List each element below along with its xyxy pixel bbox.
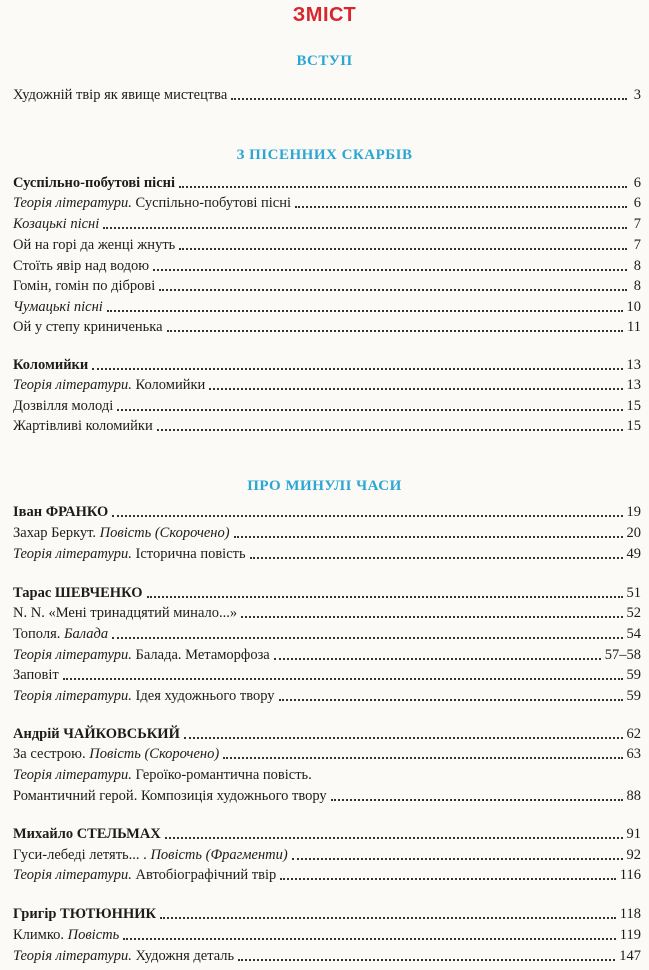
entry-title [13,866,276,884]
work-title: Тополя. [13,626,64,642]
entry-title: Заповіт [13,667,59,683]
entry-title: Козацькі пісні [13,216,100,232]
theory-label: Теорія літератури. [13,377,132,393]
section-title-songs: З ПІСЕННИХ СКАРБІВ [236,147,413,163]
entry-title [13,947,234,965]
toc-entry [13,823,641,843]
toc-entry [13,84,641,104]
page-number: 118 [619,906,641,922]
toc-entry [13,743,641,763]
toc-entry [13,623,641,643]
entry-title: Стоїть явір над водою [13,258,150,274]
entry-title [13,745,219,763]
toc-entry [13,582,641,602]
dot-leader [160,917,616,919]
entry-title: Григір ТЮТЮННИК [13,906,157,922]
page-number: 52 [626,605,641,621]
page-number: 13 [626,377,641,393]
dot-leader [147,596,623,598]
dot-leader [250,557,623,559]
entry-subtitle: Балада. Метаморфоза [131,647,270,663]
entry-title [13,646,270,664]
toc-entry [13,255,641,275]
page-number: 51 [626,585,641,601]
dot-leader [179,186,627,188]
dot-leader [231,98,627,100]
toc-entry [13,415,641,435]
toc-entry [13,685,641,705]
page-number: 147 [619,948,641,964]
page-number: 8 [633,278,641,294]
dot-leader [234,536,623,538]
page-number: 8 [633,258,641,274]
toc-entry [13,172,641,192]
entry-subtitle: Автобіографічний твір [131,867,277,883]
entry-title [13,766,312,784]
theory-label: Теорія літератури. [13,647,132,663]
toc-entry [13,522,641,542]
dot-leader [331,799,623,801]
page-number: 15 [626,398,641,414]
page-number: 119 [619,927,641,943]
dot-leader [92,368,622,370]
toc-entry [13,864,641,884]
toc-entry [13,602,641,622]
work-title: Климко. [13,927,68,943]
toc-entry [13,234,641,254]
entry-title [13,376,205,394]
genre-label: Повість (Скорочено) [89,746,220,762]
page-number: 7 [633,216,641,232]
entry-title [13,926,119,944]
toc-entry [13,275,641,295]
toc-entry [13,903,641,923]
toc-entry [13,501,641,521]
toc-entry [13,213,641,233]
entry-title: Суспільно-побутові пісні [13,175,176,191]
page-number: 59 [626,688,641,704]
theory-label: Теорія літератури. [13,867,132,883]
page-number: 7 [633,237,641,253]
entry-title: Ой на горі да женці жнуть [13,237,176,253]
dot-leader [295,206,627,208]
page-number: 20 [626,525,641,541]
genre-label: Повість (Скорочено) [99,525,230,541]
genre-label: Повість [67,927,120,943]
entry-title: Іван ФРАНКО [13,504,109,520]
entry-title: Тарас ШЕВЧЕНКО [13,585,143,601]
page-number: 116 [619,867,641,883]
dot-leader [123,938,616,940]
theory-label: Теорія літератури. [13,546,132,562]
toc-entry [13,192,641,212]
theory-label: Теорія літератури. [13,195,132,211]
toc-entry [13,945,641,965]
genre-label: Балада [64,626,109,642]
dot-leader [112,515,622,517]
toc-entry [13,374,641,394]
dot-leader [209,388,622,390]
entry-title: Коломийки [13,357,89,373]
entry-subtitle: Художня деталь [131,948,235,964]
work-title: Гуси-лебеді летять... . [13,847,151,863]
entry-title [13,524,230,542]
toc-entry [13,844,641,864]
dot-leader [238,959,615,961]
entry-subtitle: Історична повість [131,546,246,562]
entry-subtitle: Героїко-романтична повість. [131,767,312,783]
page-number: 13 [626,357,641,373]
page-number: 59 [626,667,641,683]
work-title: За сестрою. [13,746,90,762]
dot-leader [103,227,627,229]
toc-entry [13,395,641,415]
page-number: 10 [626,299,641,315]
dot-leader [157,429,623,431]
dot-leader [63,678,623,680]
dot-leader [241,616,622,618]
page-number: 11 [627,319,641,335]
entry-title [13,194,291,212]
toc-entry [13,924,641,944]
entry-title: Чумацькі пісні [13,299,103,315]
page-number: 62 [626,726,641,742]
entry-title: Михайло СТЕЛЬМАХ [13,826,161,842]
page-number: 6 [633,175,641,191]
toc-entry [13,296,641,316]
dot-leader [179,248,627,250]
page-number: 91 [626,826,641,842]
toc-entry [13,785,641,805]
dot-leader [279,699,623,701]
dot-leader [159,289,627,291]
theory-label: Теорія літератури. [13,688,132,704]
entry-title: N. N. «Мені тринадцятий минало...» [13,605,238,621]
entry-title [13,545,246,563]
page-number: 57–58 [604,647,641,663]
genre-label: Повість (Фрагменти) [150,847,288,863]
dot-leader [280,878,616,880]
entry-subtitle: Ідея художнього твору [131,688,275,704]
page-number: 19 [626,504,641,520]
page-number: 3 [633,87,641,103]
entry-title: Художній твір як явище мистецтва [13,87,228,103]
toc-entry [13,644,641,664]
dot-leader [167,330,624,332]
entry-subtitle: Коломийки [131,377,206,393]
dot-leader [165,837,623,839]
entry-title [13,625,108,643]
theory-label: Теорія літератури. [13,948,132,964]
section-title-intro: ВСТУП [296,53,353,69]
dot-leader [112,637,622,639]
dot-leader [292,858,623,860]
entry-title: Гомін, гомін по діброві [13,278,156,294]
entry-title: Ой у степу криниченька [13,319,163,335]
entry-title [13,846,288,864]
entry-title: Жартівливі коломийки [13,418,153,434]
page-number: 88 [626,788,641,804]
page-number: 63 [626,746,641,762]
page-number: 92 [626,847,641,863]
dot-leader [184,737,623,739]
toc-entry [13,664,641,684]
toc-entry [13,723,641,743]
entry-title: Дозвілля молоді [13,398,114,414]
dot-leader [223,757,622,759]
page-number: 49 [626,546,641,562]
dot-leader [107,310,623,312]
toc-entry [13,316,641,336]
toc-entry [13,354,641,374]
section-title-past: ПРО МИНУЛІ ЧАСИ [247,478,402,494]
dot-leader [153,269,627,271]
dot-leader [117,409,622,411]
dot-leader [274,658,601,660]
page-title: ЗМІСТ [292,4,357,26]
toc-entry [13,543,641,563]
entry-title: Андрій ЧАЙКОВСЬКИЙ [13,726,180,742]
page-number: 6 [633,195,641,211]
entry-title [13,687,275,705]
theory-label: Теорія літератури. [13,767,132,783]
page-number: 54 [626,626,641,642]
page-number: 15 [626,418,641,434]
entry-subtitle: Суспільно-побутові пісні [131,195,292,211]
entry-title: Романтичний герой. Композиція художнього твору [13,788,327,804]
toc-entry [13,764,641,784]
work-title: Захар Беркут. [13,525,100,541]
